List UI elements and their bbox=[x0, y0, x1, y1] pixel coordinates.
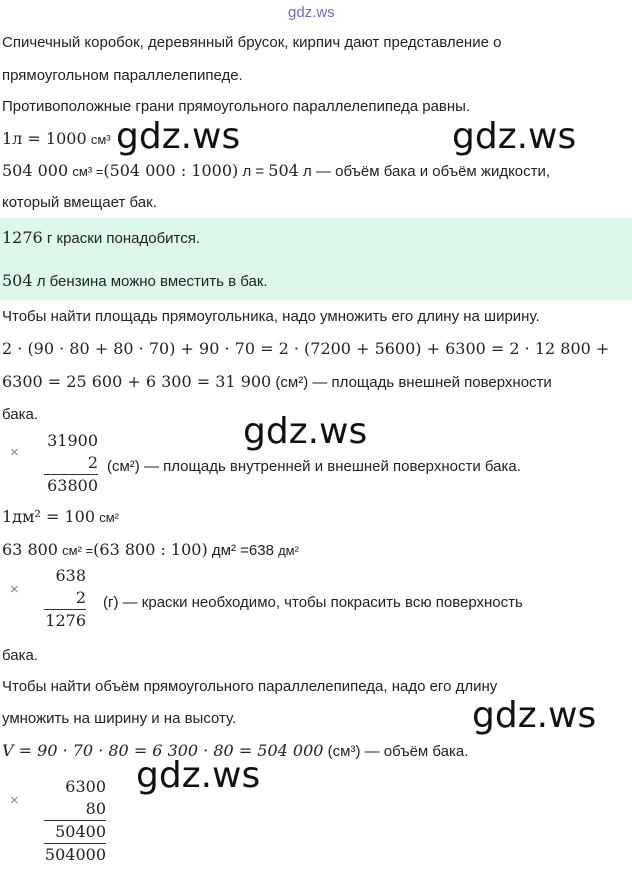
formula-line bbox=[2, 541, 299, 560]
unit: см² = bbox=[62, 543, 94, 558]
product: 504000 bbox=[44, 845, 106, 864]
multiplier: 2 bbox=[75, 588, 86, 607]
answer-value: 504 bbox=[2, 271, 33, 290]
watermark: gdz.ws bbox=[452, 116, 577, 157]
watermark: gdz.ws bbox=[136, 755, 261, 796]
formula-line bbox=[2, 130, 111, 149]
formula: 6300 = 25 600 + 6 300 = 31 900 bbox=[2, 372, 272, 391]
multiplier: 2 bbox=[87, 453, 98, 472]
formula: 63 800 bbox=[2, 540, 58, 559]
formula: V = 90 · 70 · 80 = 6 300 · 80 = 504 000 bbox=[2, 741, 324, 760]
watermark: gdz.ws bbox=[243, 411, 368, 452]
formula: (63 800 : 100) bbox=[93, 540, 208, 559]
text: (см²) — площадь внешней поверхности bbox=[275, 374, 552, 391]
text-line: Спичечный коробок, деревянный брусок, кирпич дают представление о bbox=[2, 34, 502, 51]
text-line: (г) — краски необходимо, чтобы покрасить всю поверхность bbox=[103, 594, 523, 611]
formula-line bbox=[2, 162, 550, 181]
text-line: умножить на ширину и на высоту. bbox=[2, 710, 237, 727]
multiplicand: 6300 bbox=[65, 777, 106, 796]
answer-text: г краски понадобится. bbox=[46, 230, 201, 247]
multiply-sign: × bbox=[10, 444, 19, 461]
formula-line: 2 · (90 · 80 + 80 · 70) + 90 · 70 = 2 · (7200 + 5600) + 6300 = 2 · 12 800 + bbox=[2, 339, 610, 358]
multiply-sign: × bbox=[10, 581, 19, 598]
unit: л = bbox=[242, 163, 265, 180]
text-line: Чтобы найти объём прямоугольного параллелепипеда, надо его длину bbox=[2, 678, 498, 695]
formula: 1л = 1000 bbox=[2, 129, 87, 148]
unit: см³ = bbox=[72, 164, 104, 179]
multiplicand: 31900 bbox=[47, 431, 98, 450]
answer-line bbox=[2, 272, 268, 291]
text-line: Противоположные грани прямоугольного параллелепипеда равны. bbox=[2, 98, 471, 115]
answer-value: 1276 bbox=[2, 228, 43, 247]
partial-product: 50400 bbox=[44, 820, 106, 843]
text: л — объём бака и объём жидкости, bbox=[303, 163, 551, 180]
watermark: gdz.ws bbox=[116, 116, 241, 157]
unit: см² bbox=[99, 510, 119, 525]
multiply-sign: × bbox=[10, 792, 19, 809]
text-line: (см²) — площадь внутренней и внешней поверхности бака. bbox=[107, 458, 521, 475]
column-multiplication bbox=[44, 565, 86, 632]
unit: дм² bbox=[278, 543, 299, 558]
formula: 504 bbox=[268, 161, 299, 180]
formula-line bbox=[2, 373, 552, 392]
text-line: Чтобы найти площадь прямоугольника, надо умножить его длину на ширину. bbox=[2, 308, 540, 325]
column-multiplication bbox=[44, 776, 106, 866]
formula: дм² =638 bbox=[211, 542, 274, 559]
formula-line bbox=[2, 508, 119, 527]
multiplier: 80 bbox=[85, 799, 106, 818]
text-line: бака. bbox=[2, 647, 38, 664]
formula: 504 000 bbox=[2, 161, 69, 180]
product: 63800 bbox=[44, 474, 98, 497]
watermark: gdz.ws bbox=[472, 695, 597, 736]
text-line: прямоугольном параллелепипеде. bbox=[2, 67, 243, 84]
text-line: бака. bbox=[2, 406, 38, 423]
text-line: который вмещает бак. bbox=[2, 194, 157, 211]
unit: см³ bbox=[90, 132, 111, 147]
formula: 1дм² = 100 bbox=[2, 507, 96, 526]
multiplicand: 638 bbox=[55, 566, 86, 585]
answer-text: л бензина можно вместить в бак. bbox=[36, 273, 268, 290]
text: (см³) — объём бака. bbox=[327, 743, 469, 760]
column-multiplication bbox=[44, 430, 98, 497]
site-header-link[interactable]: gdz.ws bbox=[288, 4, 335, 21]
formula: (504 000 : 1000) bbox=[103, 161, 239, 180]
product: 1276 bbox=[45, 611, 86, 630]
answer-line bbox=[2, 229, 200, 248]
